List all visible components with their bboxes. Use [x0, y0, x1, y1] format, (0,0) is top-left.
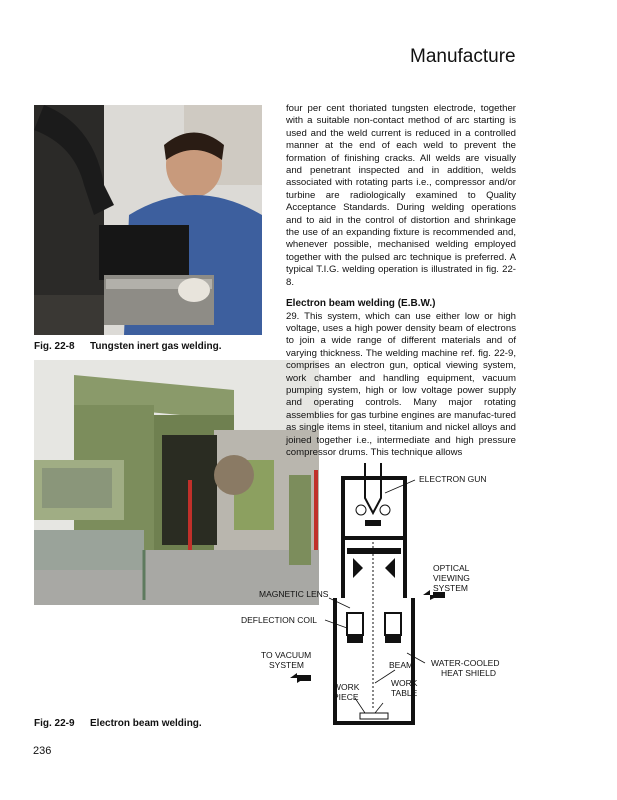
label-beam: BEAM	[389, 660, 414, 670]
label-optical-3: SYSTEM	[433, 583, 468, 593]
fig-22-9-number: Fig. 22-9	[34, 718, 75, 729]
label-magnetic-lens: MAGNETIC LENS	[259, 589, 329, 599]
fig-22-9-title: Electron beam welding.	[90, 718, 202, 729]
tig-welding-illustration	[34, 105, 262, 335]
label-work-table-1: WORK	[391, 678, 418, 688]
fig-22-9-caption	[34, 718, 202, 729]
ebw-diagram	[235, 458, 535, 730]
label-vacuum-2: SYSTEM	[269, 660, 304, 670]
label-optical-1: OPTICAL	[433, 563, 470, 573]
label-deflection-coil: DEFLECTION COIL	[241, 615, 318, 625]
body-paragraph-1: four per cent thoriated tungsten electrode, together with a suitable non-contact method of arc starting is used and the weld current is reduced in a controlled manner at the end of each weld to prevent the formation of finishing cracks. All welds are visually and penetrant inspected and in addition, welds associated with rotating parts i.e., compressor and/or turbine are radiologically examined to Quality Acceptance Standards. During welding operations and to aid in the control of distortion and shrinkage the use of an expanding fixture is recommended and, whenever possible, mechanised welding employed together with the pulsed arc technique is preferred. A typical T.I.G. welding operation is illustrated in fig. 22-8.	[286, 103, 516, 288]
page-header-title: Manufacture	[410, 46, 516, 67]
label-water-1: WATER-COOLED	[431, 658, 500, 668]
body-text-column	[286, 103, 516, 459]
tig-welding-photo	[34, 105, 262, 335]
label-electron-gun: ELECTRON GUN	[419, 474, 487, 484]
label-optical-2: VIEWING	[433, 573, 470, 583]
body-paragraph-2: 29. This system, which can use either low or high voltage, uses a high power density beam of electrons to join a wide range of different materials and of varying thickness. The welding machine ref. fig. 22-9, comprises an electron gun, optical viewing system, work chamber and handling equipment, vacuum pumping system, high or low voltage power supply and operating controls. Many major rotating assemblies for gas turbine engines are manufac-tured as single items in steel, titanium and nickel alloys and joined together i.e., intermediate and high pressure compressor drums. This technique allows	[286, 310, 516, 458]
fig-22-8-caption	[34, 341, 222, 352]
label-water-2: HEAT SHIELD	[441, 668, 496, 678]
section-heading-ebw: Electron beam welding (E.B.W.)	[286, 298, 436, 310]
fig-22-8-title: Tungsten inert gas welding.	[90, 341, 222, 352]
label-work-piece-1: WORK	[333, 682, 360, 692]
label-work-piece-2: PIECE	[333, 692, 359, 702]
ebw-schematic	[235, 458, 535, 730]
label-work-table-2: TABLE	[391, 688, 418, 698]
label-vacuum-1: TO VACUUM	[261, 650, 312, 660]
page-number: 236	[33, 745, 52, 757]
fig-22-8-number: Fig. 22-8	[34, 341, 75, 352]
